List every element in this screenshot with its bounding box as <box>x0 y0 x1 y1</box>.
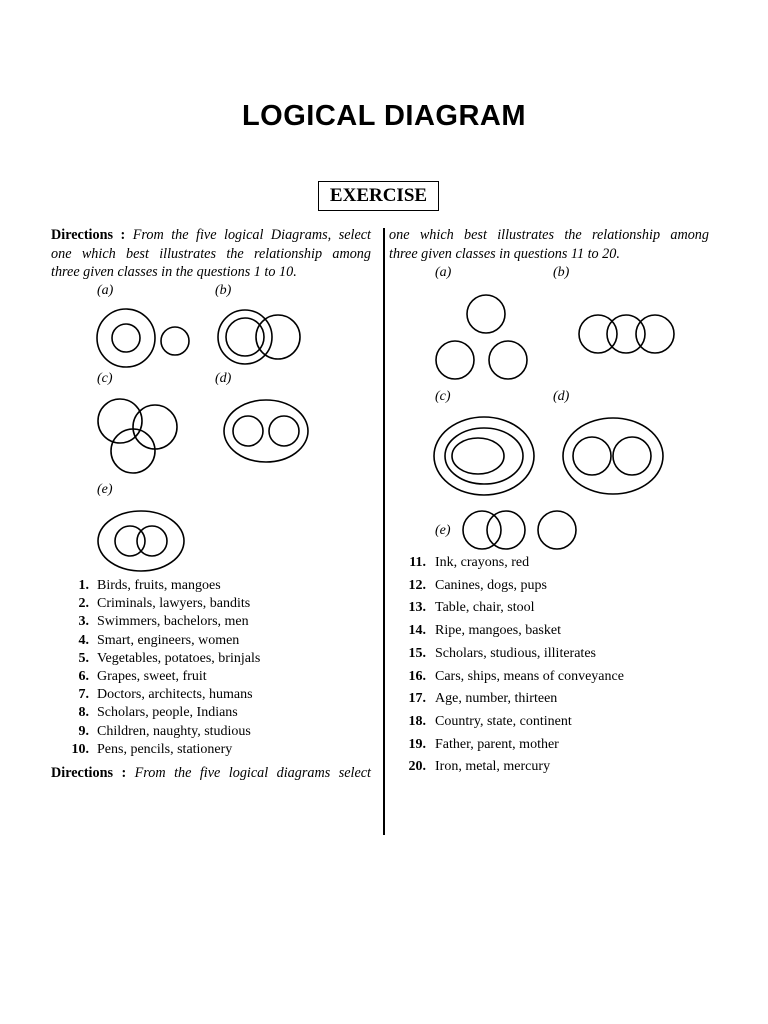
directions-text-line2: one which best illustrates the relationship among <box>51 245 371 262</box>
exercise-heading: EXERCISE <box>318 181 439 211</box>
left-question-number: 5. <box>78 650 89 666</box>
left-question-text: Vegetables, potatoes, brinjals <box>97 650 261 666</box>
right-question-text: Table, chair, stool <box>435 600 535 616</box>
left-question-number: 1. <box>78 578 89 593</box>
directions-text-line3: three given classes in the questions 1 to 10. <box>51 264 297 280</box>
left-option-d-label: (d) <box>215 371 232 386</box>
left-question-text: Pens, pencils, stationery <box>97 741 233 757</box>
left-question-text: Birds, fruits, mangoes <box>97 578 221 593</box>
left-question-text: Scholars, people, Indians <box>97 705 238 721</box>
right-option-a-label: (a) <box>435 265 452 280</box>
right-question-number: 15. <box>408 645 426 661</box>
left-option-a-label: (a) <box>97 283 114 298</box>
separate-circle <box>538 511 576 549</box>
right-question-text: Iron, metal, mercury <box>435 759 551 775</box>
right-overlap-circle <box>487 511 525 549</box>
left-option-e-label: (e) <box>97 482 113 497</box>
right-question-number: 19. <box>408 736 426 752</box>
page-title: LOGICAL DIAGRAM <box>241 100 527 132</box>
left-question-number: 8. <box>78 705 89 721</box>
right-question-text: Scholars, studious, illiterates <box>435 645 596 661</box>
right-question-text: Age, number, thirteen <box>435 691 558 707</box>
right-directions-line2: three given classes in questions 11 to 20. <box>389 245 620 262</box>
left-question-number: 10. <box>71 741 89 757</box>
left-question-number: 7. <box>78 687 89 703</box>
left-question-text: Swimmers, bachelors, men <box>97 614 249 630</box>
left-question-number: 3. <box>78 614 89 630</box>
right-question-text: Country, state, continent <box>435 713 572 729</box>
right-question-text: Cars, ships, means of conveyance <box>435 668 624 684</box>
right-question-text: Ink, crayons, red <box>435 555 530 570</box>
right-question-number: 13. <box>408 600 426 616</box>
left-question-number: 2. <box>78 596 89 612</box>
bottom-directions-label: Directions : <box>51 765 127 781</box>
left-question-number: 9. <box>78 723 89 739</box>
left-question-number: 4. <box>78 632 89 648</box>
right-option-d-label: (d) <box>553 389 570 404</box>
left-question-text: Grapes, sweet, fruit <box>97 669 207 684</box>
right-question-number: 16. <box>408 668 426 684</box>
right-question-number: 18. <box>408 713 426 729</box>
right-question-number: 17. <box>408 691 426 707</box>
left-question-text: Criminals, lawyers, bandits <box>97 596 251 612</box>
right-question-text: Ripe, mangoes, basket <box>435 623 561 639</box>
right-question-number: 20. <box>408 759 426 775</box>
right-question-number: 12. <box>408 577 426 593</box>
left-question-number: 6. <box>78 669 89 684</box>
left-question-text: Doctors, architects, humans <box>97 687 253 703</box>
directions-label: Directions : <box>51 227 126 243</box>
right-option-c-label: (c) <box>435 389 451 404</box>
right-option-e-label: (e) <box>435 523 451 538</box>
directions-text-line1: From the five logical Diagrams, select <box>132 227 371 243</box>
bottom-directions-text: From the five logical diagrams select <box>134 765 371 781</box>
left-option-b-label: (b) <box>215 283 232 298</box>
left-question-text: Children, naughty, studious <box>97 723 251 739</box>
right-question-text: Father, parent, mother <box>435 736 559 752</box>
left-option-c-label: (c) <box>97 371 113 386</box>
right-directions-line1: one which best illustrates the relationship among <box>389 227 709 243</box>
left-question-text: Smart, engineers, women <box>97 632 240 648</box>
right-option-b-label: (b) <box>553 265 570 280</box>
right-question-number: 11. <box>409 555 426 570</box>
right-question-number: 14. <box>408 623 426 639</box>
left-overlap-circle <box>463 511 501 549</box>
right-question-text: Canines, dogs, pups <box>435 577 547 593</box>
